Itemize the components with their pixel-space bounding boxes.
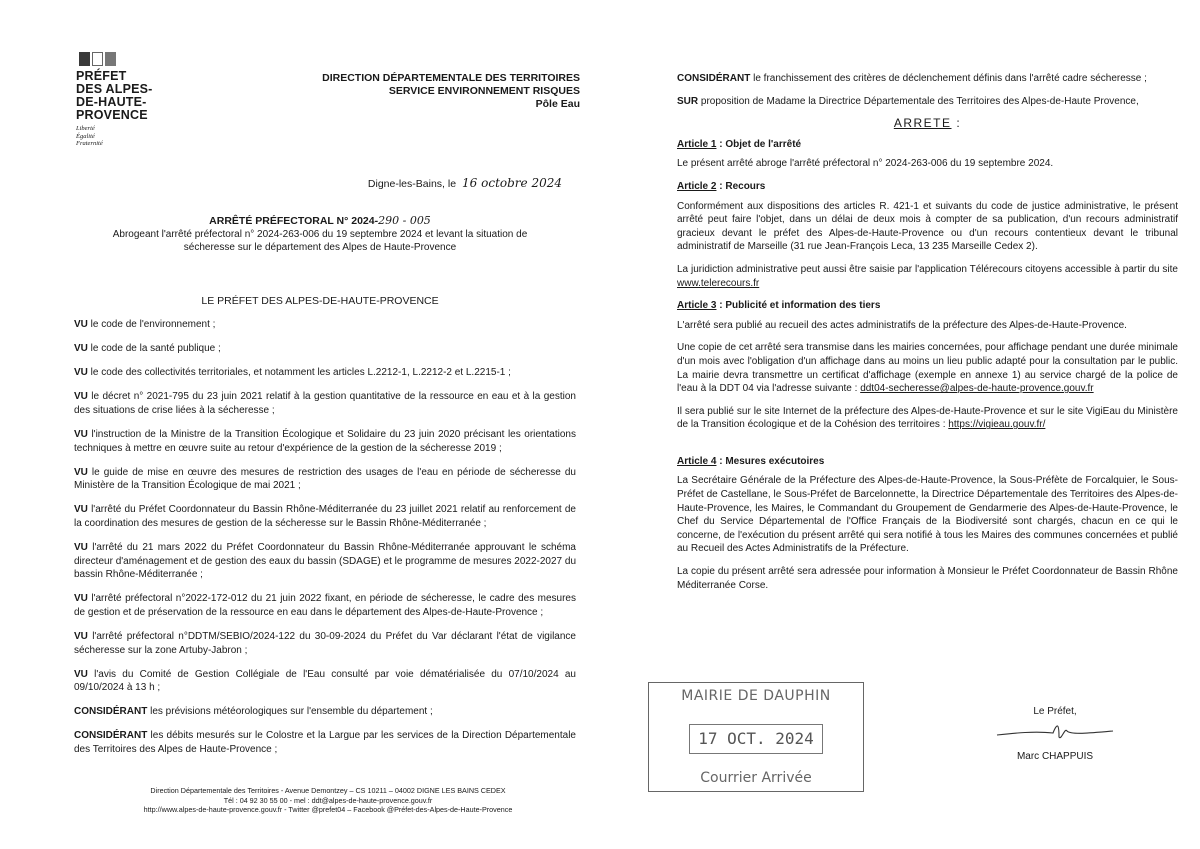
marianne-logo — [76, 52, 186, 148]
footer-links: http://www.alpes-de-haute-provence.gouv.fr - Twitter @prefet04 – Facebook @Préfet-des-Alpes-de-Haute-Provence — [143, 805, 513, 814]
list-item: VU l'arrêté du Préfet Coordonnateur du Bassin Rhône-Méditerranée du 23 juillet 2021 relatif au renforcement de la coordination des mesures de gestion de la sécheresse sur le Bassin Rhône-Méditerranée ; — [74, 504, 576, 529]
footer-address: Direction Départementale des Territoires - Avenue Demontzey – CS 10211 – 04002 DIGNE LES BAINS CEDEX — [150, 786, 506, 795]
list-item: VU le code des collectivités territoriales, et notamment les articles L.2212-1, L.2212-2 et L.2215-1 ; — [74, 367, 511, 379]
article-2-heading: Article 2 : Recours — [677, 180, 766, 192]
article-4-text-2: La copie du présent arrêté sera adressée pour information à Monsieur le Préfet Coordonnateur de Bassin Rhône Méditerranée Corse. — [677, 566, 1178, 591]
tricolor-flag-icon — [79, 52, 186, 66]
right-page — [600, 0, 1200, 849]
list-item: VU l'instruction de la Ministre de la Transition Écologique et Solidaire du 23 juin 2020 précisant les orientations techniques à mettre en œuvre suite au retour d'expérience de la gestion de la sécheresse 2019 ; — [74, 428, 576, 454]
signature-scribble-icon — [995, 719, 1115, 745]
prefet-block: PRÉFET DES ALPES- DE-HAUTE- PROVENCE — [76, 69, 153, 122]
signature-block — [990, 706, 1120, 762]
stamp-mairie: MAIRIE DE DAUPHIN — [681, 688, 831, 704]
article-1-text: Le présent arrêté abroge l'arrêté préfectoral n° 2024-263-006 du 19 septembre 2024. — [677, 158, 1054, 170]
article-3-heading: Article 3 : Publicité et information des tiers — [677, 300, 881, 312]
page-footer — [108, 786, 548, 815]
footer-contact: Tél : 04 92 30 55 00 - mel : ddt@alpes-de-haute-provence.gouv.fr — [223, 795, 433, 805]
list-item: VU le code de l'environnement ; — [74, 319, 216, 330]
signature-name: Marc CHAPPUIS — [1016, 751, 1094, 762]
handwritten-number: 290 - 005 — [378, 214, 431, 227]
place-date — [368, 176, 562, 190]
article-2-text: Conformément aux dispositions des articles R. 421-1 et suivants du code de justice administrative, le présent arrêté peut faire l'objet, dans un délai de deux mois à compter de sa publication, d'un recours administratif gracieux devant le préfet des Alpes-de-Haute-Provence ou d'un recours contentieux devant le tribunal administratif de Marseille (31 rue Jean-François Leca, 13 235 Marseille Cedex 2). — [677, 200, 1178, 253]
article-4-text-1: La Secrétaire Générale de la Préfecture des Alpes-de-Haute-Provence, la Sous-Préfète de Forcalquier, le Sous-Préfet de Castellane, le Sous-Préfet de Barcelonnette, la Directrice Départementale des Territoires des Alpes-de-Haute-Provence, les Maires, le Commandant du Groupement de Gendarmerie des Alpes-de-Haute-Provence, le Chef du Service Départemental de l'Office Français de la Biodiversité sont chargés, chacun en ce qui le concerne, de l'exécution du présent arrêté qui sera notifié à tous les Maires des communes concernées et publié au Recueil des Actes Administratifs de la Préfecture. — [677, 475, 1178, 555]
list-item: VU l'arrêté du 21 mars 2022 du Préfet Coordonnateur du Bassin Rhône-Méditerranée approuvant le schéma directeur d'aménagement et de gestion des eaux du bassin (SDAGE) et le programme de mesures 2022-2027 du bassin Rhône-Méditerranée ; — [74, 542, 576, 581]
arrete-subtitle-1: Abrogeant l'arrêté préfectoral n° 2024-263-006 du 19 septembre 2024 et levant la situation de — [112, 229, 528, 240]
arrete-title — [60, 214, 580, 254]
arrete-subtitle-2: sécheresse sur le département des Alpes de Haute-Provence — [183, 242, 457, 253]
arrete-heading: ARRETE : — [893, 116, 962, 131]
list-item: VU l'avis du Comité de Gestion Collégiale de l'Eau consulté par voie dématérialisée du 07/10/2024 au 09/10/2024 à 13 h ; — [74, 668, 576, 694]
list-item: CONSIDÉRANT les prévisions météorologiques sur l'ensemble du département ; — [74, 706, 433, 718]
list-item: SUR proposition de Madame la Directrice Départementale des Territoires des Alpes-de-Haute Provence, — [677, 95, 1139, 107]
secheresse-email-link[interactable]: ddt04-secheresse@alpes-de-haute-provence.gouv.fr — [860, 383, 1094, 395]
vigieau-link[interactable]: https://vigieau.gouv.fr/ — [948, 419, 1046, 431]
arrete-number-label: ARRÊTÉ PRÉFECTORAL N° 2024- — [209, 215, 379, 227]
list-item: VU le décret n° 2021-795 du 23 juin 2021 relatif à la gestion quantitative de la ressource en eau et à la gestion des situations de crise liées à la sécheresse ; — [74, 391, 576, 416]
article-3-text-3: Il sera publié sur le site Internet de la préfecture des Alpes-de-Haute-Provence et sur le site VigiEau du Ministère de la Transition écologique et de la Cohésion des territoires : https://vigieau.gouv.fr/ — [677, 405, 1178, 431]
mairie-stamp — [648, 682, 864, 792]
signature-title: Le Préfet, — [1033, 706, 1077, 717]
stamp-courrier: Courrier Arrivée — [700, 770, 812, 786]
list-item: CONSIDÉRANT les débits mesurés sur le Colostre et la Largue par les services de la Direction Départementale des Territoires des Alpes de Haute-Provence ; — [74, 730, 576, 756]
article-3-text-1: L'arrêté sera publié au recueil des actes administratifs de la préfecture des Alpes-de-Haute-Provence. — [677, 319, 1127, 331]
direction-header: DIRECTION DÉPARTEMENTALE DES TERRITOIRES SERVICE ENVIRONNEMENT RISQUES Pôle Eau — [322, 72, 580, 110]
article-3-text-2: Une copie de cet arrêté sera transmise dans les mairies concernées, pour affichage pendant une durée minimale d'un mois avec l'obligation d'un affichage dans au moins un lieu public adapté pour la consultation par le public. La mairie devra transmettre un certificat d'affichage (exemple en annexe 1) au service chargé de la police de l'eau à la DDT 04 via l'adresse suivante : ddt04-secheresse@alpes-de-haute-provence.gouv.fr — [677, 342, 1178, 395]
republic-motto: Liberté Égalité Fraternité — [76, 125, 103, 147]
telerecours-link[interactable]: www.telerecours.fr — [677, 277, 760, 289]
article-4-heading: Article 4 : Mesures exécutoires — [677, 455, 825, 467]
prefet-heading: LE PRÉFET DES ALPES-DE-HAUTE-PROVENCE — [201, 295, 439, 307]
stamp-date: 17 OCT. 2024 — [689, 724, 823, 754]
handwritten-date: 16 octobre 2024 — [462, 176, 562, 190]
article-2-telerecours: La juridiction administrative peut aussi être saisie par l'application Télérecours citoyens accessible à partir du site www.telerecours.fr — [677, 263, 1178, 289]
list-item: VU le guide de mise en œuvre des mesures de restriction des usages de l'eau en période de sécheresse du Ministère de la Transition Écologique de mai 2021 ; — [74, 466, 576, 492]
list-item: CONSIDÉRANT le franchissement des critères de déclenchement définis dans l'arrêté cadre sécheresse ; — [677, 73, 1147, 84]
article-1-heading: Article 1 : Objet de l'arrêté — [677, 138, 802, 150]
list-item: VU l'arrêté préfectoral n°DDTM/SEBIO/2024-122 du 30-09-2024 du Préfet du Var déclarant l'état de vigilance sécheresse sur la zone Artuby-Jabron ; — [74, 631, 576, 656]
list-item: VU le code de la santé publique ; — [74, 343, 221, 355]
list-item: VU l'arrêté préfectoral n°2022-172-012 du 21 juin 2022 fixant, en période de sécheresse, le cadre des mesures de gestion et de préservation de la ressource en eau dans le département des Alpes-de-Haute-Provence ; — [74, 593, 576, 618]
arrete-body — [677, 72, 1178, 601]
considerations-list — [74, 318, 576, 767]
place-label: Digne-les-Bains, le — [367, 178, 457, 190]
